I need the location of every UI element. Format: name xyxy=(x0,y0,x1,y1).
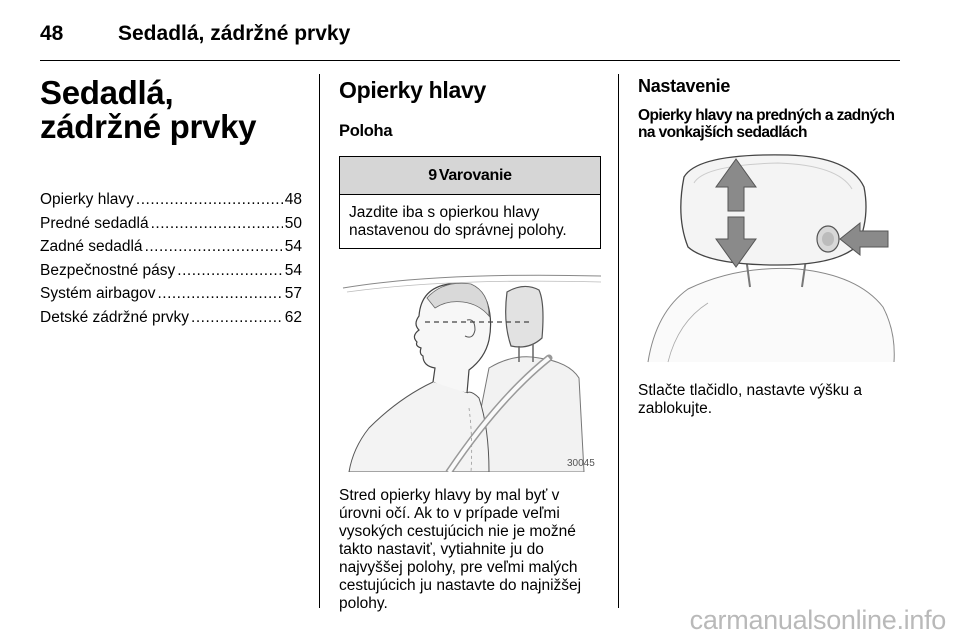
toc-leader xyxy=(157,282,282,306)
warning-icon: 9 xyxy=(428,166,437,184)
subsection-title: Opierky hlavy na predných a zadných na vonkajších sedadlách xyxy=(638,107,895,141)
toc-item-rear-seats[interactable] xyxy=(40,235,302,259)
page-number: 48 xyxy=(40,22,64,45)
warning-heading-bar xyxy=(340,157,600,195)
column-2 xyxy=(339,76,601,613)
body-paragraph: Stred opierky hlavy by mal byť v úrovni očí. Ak to v prípade veľmi vysokých cestujúcich nie je možné takto nastaviť, vytiahnite ju do najvyššej polohy, pre veľmi malých cestujúcich ju nastavte do najnižšej polohy. xyxy=(339,487,582,612)
toc-item-headrests[interactable] xyxy=(40,188,302,212)
toc-page: 57 xyxy=(284,285,302,302)
header-rule xyxy=(40,60,900,61)
toc-item-seat-belts[interactable] xyxy=(40,259,302,283)
toc-item-front-seats[interactable] xyxy=(40,212,302,236)
toc-leader xyxy=(191,306,283,330)
column-3 xyxy=(638,76,900,418)
toc-leader xyxy=(136,188,283,212)
headrest-position-illustration xyxy=(339,258,601,472)
column-divider-left xyxy=(319,74,320,608)
page-header xyxy=(40,18,900,64)
toc-page: 54 xyxy=(284,238,302,255)
chapter-title: Sedadlá, zádržné prvky xyxy=(40,74,257,145)
toc-leader xyxy=(145,235,283,259)
toc-label: Systém airbagov xyxy=(40,285,156,302)
headrest-adjustment-illustration xyxy=(638,147,900,369)
toc-label: Predné sedadlá xyxy=(40,214,149,232)
toc-item-child-restraints[interactable] xyxy=(40,306,302,330)
section-title: Nastavenie xyxy=(638,76,731,96)
watermark: carmanualsonline.info xyxy=(689,605,946,635)
toc-page: 62 xyxy=(284,308,302,326)
toc-label: Bezpečnostné pásy xyxy=(40,261,176,279)
toc-label: Opierky hlavy xyxy=(40,191,134,208)
warning-heading: Varovanie xyxy=(438,166,512,184)
subsection-title: Poloha xyxy=(339,122,393,140)
warning-box xyxy=(339,156,601,249)
table-of-contents xyxy=(40,188,302,329)
figure-code: 30045 xyxy=(567,458,595,469)
toc-leader xyxy=(177,259,282,283)
section-title: Opierky hlavy xyxy=(339,77,486,103)
column-1 xyxy=(40,76,302,329)
header-title: Sedadlá, zádržné prvky xyxy=(118,22,351,45)
toc-page: 54 xyxy=(284,261,302,279)
warning-text: Jazdite iba s opierkou hlavy nastavenou do správnej polohy. xyxy=(349,204,567,239)
toc-item-airbag-system[interactable] xyxy=(40,282,302,306)
toc-label: Zadné sedadlá xyxy=(40,238,143,255)
toc-label: Detské zádržné prvky xyxy=(40,308,190,326)
body-paragraph: Stlačte tlačidlo, nastavte výšku a zablokujte. xyxy=(638,382,863,417)
toc-page: 50 xyxy=(284,214,302,232)
toc-page: 48 xyxy=(284,191,302,208)
toc-leader xyxy=(151,212,283,236)
column-divider-right xyxy=(618,74,619,608)
